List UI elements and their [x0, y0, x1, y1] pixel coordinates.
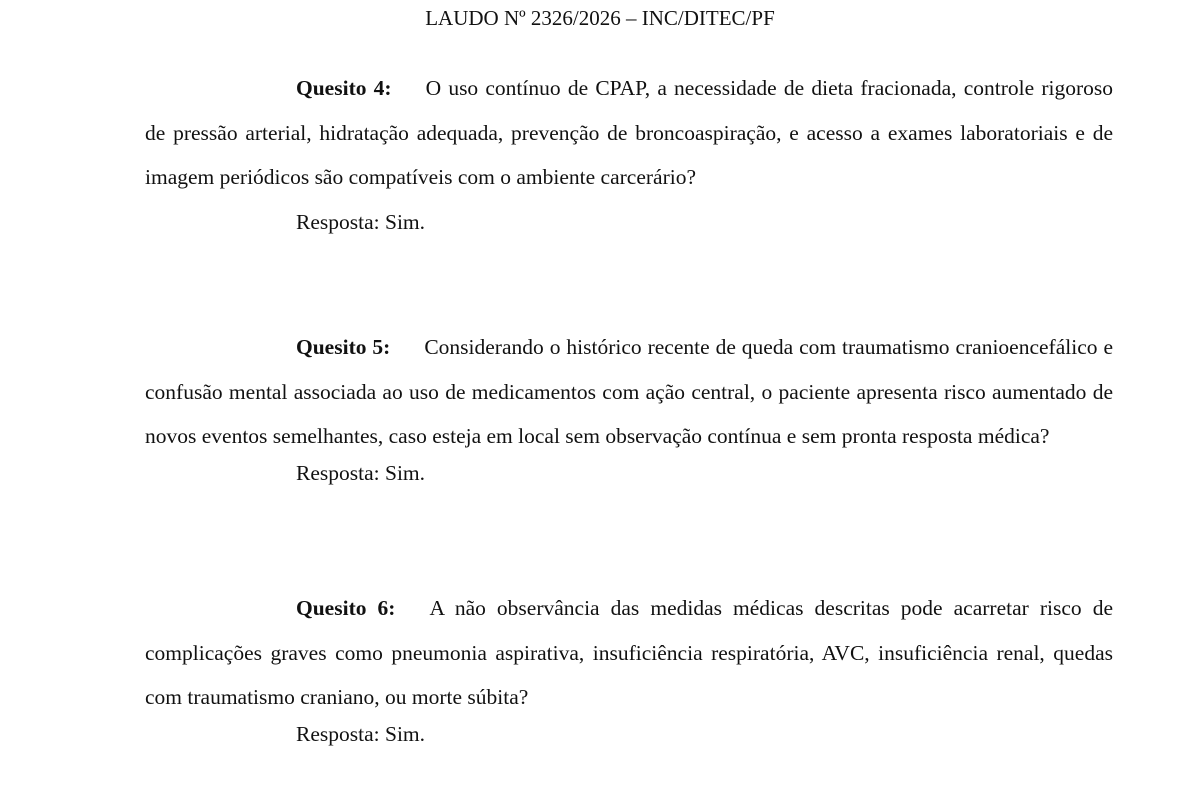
quesito-label: Quesito 4: — [296, 76, 392, 100]
question-paragraph — [145, 66, 1113, 200]
question-paragraph — [145, 325, 1113, 459]
quesito-label: Quesito 6: — [296, 596, 396, 620]
quesito-4 — [145, 66, 1113, 244]
question-text: O uso contínuo de CPAP, a necessidade de dieta fracionada, controle rigoroso de pressão arterial, hidratação adequada, prevenção de broncoaspiração, e acesso a exames laboratoriais e de imagem periódicos são compatíveis com o ambiente carcerário? — [145, 76, 1113, 189]
report-header: LAUDO Nº 2326/2026 – INC/DITEC/PF — [425, 6, 775, 30]
answer-text: Resposta: Sim. — [296, 460, 426, 485]
question-paragraph — [145, 586, 1113, 720]
answer-text: Resposta: Sim. — [296, 721, 426, 746]
quesito-6 — [145, 586, 1113, 756]
answer-text: Resposta: Sim. — [296, 209, 426, 234]
question-text: A não observância das medidas médicas descritas pode acarretar risco de complicações graves como pneumonia aspirativa, insuficiência respiratória, AVC, insuficiência renal, quedas com traumatismo craniano, ou morte súbita? — [145, 596, 1113, 709]
question-text: Considerando o histórico recente de queda com traumatismo cranioencefálico e confusão mental associada ao uso de medicamentos com ação central, o paciente apresenta risco aumentado de novos eventos semelhantes, caso esteja em local sem observação contínua e sem pronta resposta médica? — [145, 335, 1113, 448]
quesito-5 — [145, 325, 1113, 495]
quesito-label: Quesito 5: — [296, 335, 391, 359]
